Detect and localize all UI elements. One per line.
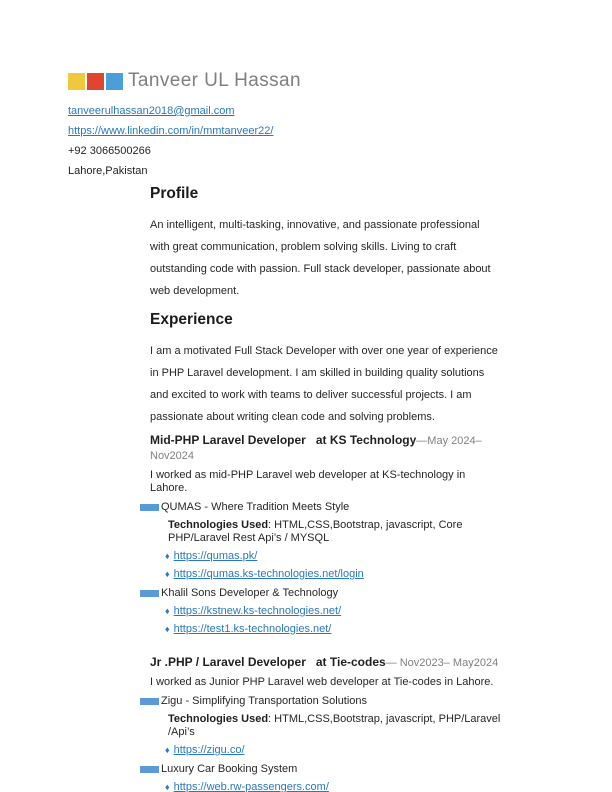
linkedin-link[interactable]: https://www.linkedin.com/in/mmtanveer22/: [68, 125, 274, 137]
logo: [68, 73, 125, 90]
link-item: [165, 781, 502, 792]
job-title: [150, 655, 502, 670]
bar-bullet-icon: [140, 766, 159, 773]
job-description: I worked as mid-PHP Laravel web developer at KS-technology in Lahore.: [150, 469, 466, 494]
job-dates: — Nov2023– May2024: [385, 657, 499, 669]
job-title-text: Mid-PHP Laravel Developer at KS Technology: [150, 433, 417, 447]
link-item: [165, 605, 502, 618]
email-link[interactable]: tanveerulhassan2018@gmail.com: [68, 105, 235, 117]
phone-text: +92 3066500266: [68, 145, 151, 157]
contact-info: [68, 105, 612, 177]
link-item: [165, 550, 502, 563]
tech-used-row: [168, 713, 502, 739]
project-item-luxury-car: [140, 763, 502, 776]
project-name: QUMAS - Where Tradition Meets Style: [161, 501, 350, 513]
section-heading-experience: Experience: [150, 311, 233, 328]
url-link-qumas-login[interactable]: https://qumas.ks-technologies.net/login: [173, 568, 364, 580]
diamond-bullet-icon: ♦: [165, 782, 170, 792]
diamond-bullet-icon: ♦: [165, 606, 170, 616]
job-entry-ks-technology: [150, 433, 502, 636]
profile-paragraph: An intelligent, multi-tasking, innovative, and passionate professional with great communication, problem solving skills. Living to craft outstanding code with passion. Full stack developer, passionate about web development.: [150, 219, 491, 297]
bar-bullet-icon: [140, 504, 159, 511]
logo-square-yellow: [68, 73, 85, 90]
url-link-qumas-pk[interactable]: https://qumas.pk/: [173, 550, 258, 562]
diamond-bullet-icon: ♦: [165, 551, 170, 561]
url-link-zigu[interactable]: https://zigu.co/: [173, 744, 245, 756]
project-item-qumas: [140, 501, 502, 514]
location-text: Lahore,Pakistan: [68, 165, 148, 177]
diamond-bullet-icon: ♦: [165, 569, 170, 579]
link-item: [165, 744, 502, 757]
url-link-rw-passengers[interactable]: https://web.rw-passengers.com/: [173, 781, 329, 792]
page-title: Tanveer UL Hassan: [128, 70, 301, 91]
job-description: I worked as Junior PHP Laravel web developer at Tie-codes in Lahore.: [150, 676, 494, 688]
project-name: Zigu - Simplifying Transportation Solutions: [161, 695, 368, 707]
job-title: [150, 433, 502, 463]
link-item: [165, 568, 502, 581]
tech-used-label: Technologies Used: [168, 713, 269, 725]
header: [68, 70, 612, 92]
logo-square-blue: [106, 73, 123, 90]
bar-bullet-icon: [140, 698, 159, 705]
project-name: Luxury Car Booking System: [161, 763, 298, 775]
tech-used-row: [168, 519, 502, 545]
bar-bullet-icon: [140, 590, 159, 597]
experience-summary: I am a motivated Full Stack Developer with over one year of experience in PHP Laravel development. I am skilled in building quality solutions and excited to work with teams to deliver successful projects. I am passionate about writing clean code and solving problems.: [150, 345, 498, 423]
job-title-text: Jr .PHP / Laravel Developer at Tie-codes: [150, 655, 386, 669]
section-heading-profile: Profile: [150, 185, 199, 202]
job-dates: —May 2024– Nov2024: [150, 435, 485, 462]
job-entry-tie-codes: [150, 655, 502, 792]
diamond-bullet-icon: ♦: [165, 745, 170, 755]
tech-used-list: : HTML,CSS,Bootstrap, javascript, PHP/Laravel /Api’s: [168, 713, 501, 738]
tech-used-list: : HTML,CSS,Bootstrap, javascript, Core PHP/Laravel Rest Api’s / MYSQL: [168, 519, 463, 544]
main-column: [150, 185, 502, 792]
link-item: [165, 623, 502, 636]
tech-used-label: Technologies Used: [168, 519, 269, 531]
project-item-zigu: [140, 695, 502, 708]
diamond-bullet-icon: ♦: [165, 624, 170, 634]
project-name: Khalil Sons Developer & Technology: [161, 587, 339, 599]
project-item-khalil-sons: [140, 587, 502, 600]
url-link-test1[interactable]: https://test1.ks-technologies.net/: [173, 623, 332, 635]
logo-square-red: [87, 73, 104, 90]
url-link-kstnew[interactable]: https://kstnew.ks-technologies.net/: [173, 605, 342, 617]
